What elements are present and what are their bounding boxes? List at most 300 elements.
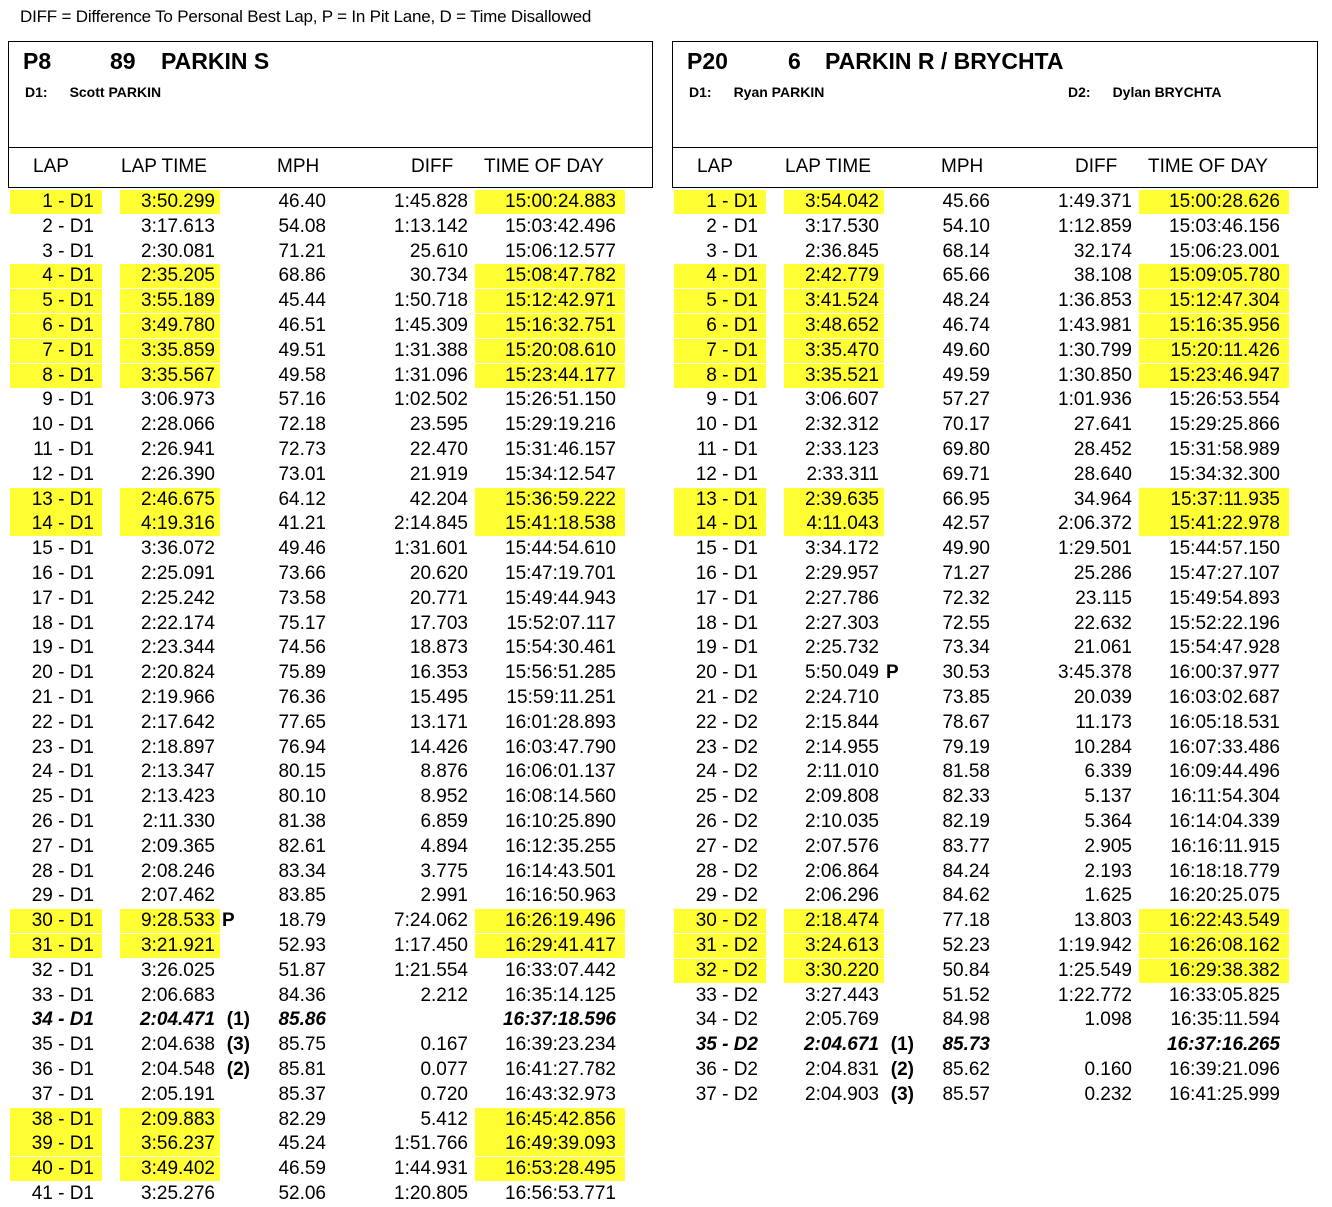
mph: 49.60	[942, 339, 990, 361]
diff: 20.039	[1073, 687, 1132, 708]
team-name: PARKIN S	[161, 48, 270, 74]
lap-time: 2:33.123	[805, 439, 879, 460]
time-of-day: 15:34:12.547	[505, 463, 616, 485]
lap-number: 21 - D1	[31, 687, 94, 708]
lap-time: 2:04.671	[803, 1034, 879, 1056]
diff: 1:13.142	[394, 215, 468, 237]
table-row	[8, 860, 648, 884]
lap-time: 2:30.081	[141, 240, 215, 262]
time-of-day: 16:26:19.496	[505, 910, 616, 932]
table-row	[8, 240, 648, 264]
time-of-day: 16:18:18.779	[1169, 860, 1280, 882]
table-row	[672, 860, 1312, 884]
time-of-day: 16:10:25.890	[505, 811, 616, 832]
lap-number: 23 - D2	[695, 736, 758, 758]
diff: 0.160	[1084, 1059, 1132, 1080]
table-row	[672, 959, 1312, 983]
diff: 2.212	[420, 984, 468, 1006]
time-of-day: 15:20:08.610	[505, 339, 616, 361]
mph: 46.51	[278, 315, 326, 336]
lap-number: 33 - D2	[695, 984, 758, 1006]
table-row	[8, 1157, 648, 1181]
mph: 18.79	[278, 910, 326, 932]
lap-time: 2:32.312	[805, 414, 879, 436]
lap-time: 2:05.769	[805, 1009, 879, 1031]
table-row	[672, 339, 1312, 363]
time-of-day: 16:49:39.093	[505, 1133, 616, 1155]
diff: 1:51.766	[394, 1133, 468, 1155]
diff: 2:06.372	[1058, 513, 1132, 535]
lap-time: 2:25.091	[141, 563, 215, 584]
time-of-day: 15:47:19.701	[505, 563, 616, 584]
diff: 6.339	[1084, 761, 1132, 783]
mph: 69.71	[942, 463, 990, 485]
diff: 1:30.850	[1058, 364, 1132, 386]
lap-time: 3:35.470	[805, 339, 879, 361]
lap-time: 3:35.567	[141, 364, 215, 386]
diff: 3.775	[420, 860, 468, 882]
lap-number: 18 - D1	[695, 612, 758, 634]
lap-number: 1 - D1	[706, 191, 758, 212]
table-row	[8, 686, 648, 710]
position: P20	[687, 48, 728, 74]
col-time-of-day: TIME OF DAY	[484, 156, 604, 177]
mph: 49.46	[278, 538, 326, 560]
driver-1-label: D1:	[25, 84, 48, 100]
mph: 72.55	[942, 612, 990, 634]
lap-time: 2:14.955	[805, 736, 879, 758]
mph: 75.89	[278, 662, 326, 684]
mph: 54.08	[278, 215, 326, 237]
table-row	[672, 835, 1312, 859]
diff: 30.734	[409, 265, 468, 287]
mph: 85.37	[278, 1083, 326, 1105]
table-row	[8, 835, 648, 859]
diff: 15.495	[409, 687, 468, 708]
table-row	[8, 413, 648, 437]
mph: 85.86	[278, 1009, 326, 1031]
lap-number: 10 - D1	[695, 414, 758, 436]
table-row	[8, 339, 648, 363]
col-mph: MPH	[277, 156, 320, 177]
time-of-day: 15:29:19.216	[505, 414, 616, 436]
diff: 5.137	[1084, 786, 1132, 808]
lap-number: 37 - D1	[31, 1083, 94, 1105]
mph: 85.73	[942, 1034, 990, 1056]
time-of-day: 15:06:12.577	[505, 240, 616, 262]
diff: 8.952	[420, 786, 468, 808]
diff: 2:14.845	[394, 513, 468, 535]
table-row	[672, 810, 1312, 834]
mph: 52.06	[278, 1183, 326, 1204]
time-of-day: 15:09:05.780	[1169, 265, 1280, 287]
table-row	[672, 909, 1312, 933]
driver-2	[1068, 84, 1221, 100]
mph: 54.10	[942, 215, 990, 237]
diff: 2.193	[1084, 860, 1132, 882]
lap-time: 2:04.638	[141, 1034, 215, 1056]
table-row	[8, 810, 648, 834]
mph: 49.58	[278, 364, 326, 386]
time-of-day: 15:52:22.196	[1169, 612, 1280, 634]
mph: 80.10	[278, 786, 326, 808]
lap-number: 32 - D2	[695, 959, 758, 981]
time-of-day: 16:06:01.137	[505, 761, 616, 783]
lap-time: 2:09.808	[805, 786, 879, 808]
mph: 77.18	[942, 910, 990, 932]
diff: 1:29.501	[1058, 538, 1132, 560]
time-of-day: 15:52:07.117	[506, 612, 616, 634]
mph: 73.34	[942, 637, 990, 659]
lap-number: 28 - D2	[695, 860, 758, 882]
diff: 1:02.502	[394, 389, 468, 411]
mph: 49.51	[278, 339, 326, 361]
time-of-day: 15:54:47.928	[1169, 637, 1280, 659]
diff: 8.876	[420, 761, 468, 783]
time-of-day: 16:20:25.075	[1169, 885, 1280, 907]
time-of-day: 15:12:47.304	[1169, 290, 1280, 312]
time-of-day: 15:26:53.554	[1169, 389, 1280, 411]
lap-time: 2:17.642	[141, 711, 215, 733]
mph: 72.73	[278, 439, 326, 460]
time-of-day: 15:12:42.971	[505, 290, 616, 312]
time-of-day: 16:14:43.501	[505, 860, 616, 882]
car-number: 6	[788, 48, 801, 74]
col-lap: LAP	[33, 156, 69, 177]
lap-time: 2:22.174	[141, 612, 215, 634]
diff: 22.470	[409, 439, 468, 460]
mph: 46.74	[942, 315, 990, 336]
time-of-day: 15:16:35.956	[1169, 315, 1280, 336]
lap-time: 3:54.042	[805, 191, 879, 212]
lap-number: 24 - D1	[31, 761, 94, 783]
diff: 20.771	[409, 587, 468, 609]
diff: 23.115	[1075, 587, 1132, 609]
time-of-day: 16:41:25.999	[1169, 1083, 1280, 1105]
diff: 1:31.388	[394, 339, 468, 361]
mph: 83.34	[278, 860, 326, 882]
lap-number: 13 - D1	[695, 488, 758, 510]
table-row	[672, 512, 1312, 536]
time-of-day: 15:47:27.107	[1169, 563, 1280, 584]
lap-time: 2:24.710	[805, 687, 879, 708]
lap-number: 32 - D1	[31, 959, 94, 981]
mph: 65.66	[942, 265, 990, 287]
lap-time: 4:19.316	[141, 513, 215, 535]
table-row	[8, 612, 648, 636]
lap-number: 7 - D1	[42, 339, 94, 361]
lap-time: 2:06.864	[805, 860, 879, 882]
diff: 1:19.942	[1058, 935, 1132, 956]
table-row	[672, 636, 1312, 660]
table-row	[8, 785, 648, 809]
lap-number: 2 - D1	[42, 215, 94, 237]
lap-time: 2:25.242	[141, 587, 215, 609]
table-row	[672, 562, 1312, 586]
lap-number: 34 - D1	[31, 1009, 94, 1031]
table-row	[8, 289, 648, 313]
diff: 1.098	[1084, 1009, 1132, 1031]
time-of-day: 15:36:59.222	[505, 488, 616, 510]
lap-time: 3:26.025	[141, 959, 215, 981]
table-row	[672, 1083, 1312, 1107]
diff: 1:45.309	[394, 315, 468, 336]
mph: 85.75	[278, 1034, 326, 1056]
time-of-day: 15:08:47.782	[505, 265, 616, 287]
legend-text: DIFF = Difference To Personal Best Lap, P = In Pit Lane, D = Time Disallowed	[20, 7, 592, 26]
driver-1-name: Scott PARKIN	[69, 84, 162, 100]
time-of-day: 16:11:54.304	[1170, 786, 1280, 808]
table-row	[672, 364, 1312, 388]
lap-number: 36 - D1	[31, 1059, 94, 1080]
lap-number: 37 - D2	[695, 1083, 758, 1105]
lap-number: 22 - D2	[695, 711, 758, 733]
lap-number: 11 - D1	[33, 439, 94, 460]
table-row	[672, 413, 1312, 437]
time-of-day: 15:41:18.538	[505, 513, 616, 535]
col-lap: LAP	[697, 156, 733, 177]
diff: 20.620	[409, 563, 468, 584]
lap-time: 2:46.675	[141, 488, 215, 510]
lap-time: 2:18.474	[805, 910, 879, 932]
diff: 4.894	[420, 835, 468, 857]
lap-time: 2:27.303	[805, 612, 879, 634]
car-header	[672, 41, 1318, 148]
mph: 85.57	[942, 1083, 990, 1105]
best-rank: (1)	[890, 1034, 914, 1056]
diff: 1:21.554	[394, 959, 468, 981]
mph: 83.85	[278, 885, 326, 907]
mph: 70.17	[942, 414, 990, 436]
lap-time: 2:33.311	[806, 463, 879, 485]
lap-number: 21 - D2	[695, 687, 758, 708]
time-of-day: 16:16:50.963	[505, 885, 616, 907]
lap-number: 9 - D1	[706, 389, 758, 411]
table-row	[8, 1008, 648, 1032]
time-of-day: 16:05:18.531	[1169, 711, 1280, 733]
diff: 13.803	[1073, 910, 1132, 932]
lap-number: 31 - D1	[31, 935, 94, 956]
lap-number: 12 - D1	[31, 463, 94, 485]
lap-time: 3:55.189	[141, 290, 215, 312]
mph: 76.94	[278, 736, 326, 758]
diff: 1.625	[1084, 885, 1132, 907]
car-number: 89	[110, 48, 136, 74]
diff: 1:49.371	[1058, 191, 1132, 212]
time-of-day: 16:22:43.549	[1169, 910, 1280, 932]
time-of-day: 16:26:08.162	[1169, 935, 1280, 956]
lap-number: 7 - D1	[706, 339, 758, 361]
lap-number: 3 - D1	[706, 240, 758, 262]
table-row	[672, 934, 1312, 958]
col-diff: DIFF	[411, 156, 454, 177]
diff: 23.595	[409, 414, 468, 436]
diff: 1:43.981	[1058, 315, 1132, 336]
mph: 41.21	[278, 513, 326, 535]
lap-number: 35 - D2	[695, 1034, 758, 1056]
table-row	[672, 463, 1312, 487]
diff: 0.720	[420, 1083, 468, 1105]
time-of-day: 15:03:46.156	[1169, 215, 1280, 237]
column-header	[672, 148, 1318, 188]
table-row	[8, 1058, 648, 1082]
driver-2-name: Dylan BRYCHTA	[1112, 84, 1222, 100]
table-row	[672, 537, 1312, 561]
mph: 51.87	[278, 959, 326, 981]
time-of-day: 15:54:30.461	[505, 637, 616, 659]
lap-number: 8 - D1	[706, 364, 758, 386]
diff: 1:22.772	[1058, 984, 1132, 1006]
mph: 46.59	[278, 1158, 326, 1180]
diff: 1:45.828	[394, 191, 468, 212]
time-of-day: 15:06:23.001	[1169, 240, 1280, 262]
time-of-day: 16:00:37.977	[1169, 662, 1280, 684]
time-of-day: 16:43:32.973	[505, 1083, 616, 1105]
table-row	[672, 264, 1312, 288]
table-row	[8, 636, 648, 660]
time-of-day: 16:39:21.096	[1169, 1059, 1280, 1080]
col-time-of-day: TIME OF DAY	[1148, 156, 1268, 177]
col-diff: DIFF	[1075, 156, 1118, 177]
time-of-day: 15:44:57.150	[1169, 538, 1280, 560]
lap-number: 19 - D1	[695, 637, 758, 659]
diff: 14.426	[409, 736, 468, 758]
lap-time: 2:11.010	[806, 761, 879, 783]
table-row	[8, 1108, 648, 1132]
lap-time: 4:11.043	[806, 513, 879, 535]
time-of-day: 15:31:58.989	[1169, 439, 1280, 460]
lap-number: 24 - D2	[695, 761, 758, 783]
table-row	[8, 1132, 648, 1156]
table-row	[8, 488, 648, 512]
mph: 78.67	[942, 711, 990, 733]
lap-number: 26 - D1	[31, 811, 94, 832]
lap-time: 9:28.533	[141, 910, 215, 932]
diff: 28.640	[1073, 463, 1132, 485]
lap-time: 3:17.530	[805, 215, 879, 237]
time-of-day: 16:33:07.442	[505, 959, 616, 981]
table-row	[8, 537, 648, 561]
lap-time: 2:04.831	[805, 1059, 879, 1080]
mph: 82.61	[278, 835, 326, 857]
lap-number: 2 - D1	[706, 215, 758, 237]
mph: 81.38	[278, 811, 326, 832]
diff: 34.964	[1073, 488, 1132, 510]
mph: 73.01	[278, 463, 326, 485]
lap-number: 4 - D1	[42, 265, 94, 287]
table-row	[672, 711, 1312, 735]
lap-time: 3:50.299	[141, 191, 215, 212]
lap-number: 11 - D1	[697, 439, 758, 460]
table-row	[8, 1083, 648, 1107]
time-of-day: 16:29:41.417	[505, 935, 616, 956]
diff: 1:44.931	[394, 1158, 468, 1180]
time-of-day: 15:23:44.177	[505, 364, 616, 386]
diff: 5.364	[1084, 811, 1132, 832]
lap-number: 15 - D1	[31, 538, 94, 560]
diff: 2.991	[420, 885, 468, 907]
time-of-day: 15:49:54.893	[1169, 587, 1280, 609]
time-of-day: 16:09:44.496	[1169, 761, 1280, 783]
driver-1	[25, 84, 161, 100]
diff: 10.284	[1073, 736, 1132, 758]
time-of-day: 16:35:11.594	[1170, 1009, 1280, 1031]
lap-number: 14 - D1	[31, 513, 94, 535]
best-rank: (3)	[890, 1083, 914, 1105]
best-rank: (2)	[890, 1059, 914, 1080]
mph: 68.86	[278, 265, 326, 287]
lap-number: 6 - D1	[42, 315, 94, 336]
diff: 0.167	[420, 1034, 468, 1056]
lap-number: 3 - D1	[42, 240, 94, 262]
lap-time: 2:39.635	[805, 488, 879, 510]
mph: 85.81	[278, 1059, 326, 1080]
table-row	[672, 661, 1312, 685]
mph: 49.90	[942, 538, 990, 560]
table-row	[8, 587, 648, 611]
mph: 80.15	[278, 761, 326, 783]
lap-time: 3:49.402	[141, 1158, 215, 1180]
lap-time: 2:05.191	[141, 1083, 215, 1105]
mph: 45.44	[278, 290, 326, 312]
driver-1-label: D1:	[689, 84, 712, 100]
table-row	[672, 736, 1312, 760]
mph: 49.59	[942, 364, 990, 386]
diff: 5.412	[420, 1108, 468, 1130]
time-of-day: 16:56:53.771	[505, 1183, 616, 1204]
table-row	[672, 1033, 1312, 1057]
lap-time: 2:15.844	[805, 711, 879, 733]
diff: 32.174	[1073, 240, 1132, 262]
lap-number: 4 - D1	[706, 265, 758, 287]
time-of-day: 15:34:32.300	[1169, 463, 1280, 485]
lap-number: 20 - D1	[695, 662, 758, 684]
lap-number: 1 - D1	[42, 191, 94, 212]
mph: 57.27	[942, 389, 990, 411]
lap-time: 2:23.344	[141, 637, 215, 659]
lap-time: 3:35.859	[141, 339, 215, 361]
lap-time: 2:06.296	[805, 885, 879, 907]
diff: 1:36.853	[1058, 290, 1132, 312]
mph: 82.33	[942, 786, 990, 808]
table-row	[672, 289, 1312, 313]
table-row	[672, 215, 1312, 239]
time-of-day: 16:03:47.790	[505, 736, 616, 758]
mph: 46.40	[278, 191, 326, 212]
lap-time: 3:36.072	[141, 538, 215, 560]
lap-time: 2:20.824	[141, 662, 215, 684]
lap-number: 41 - D1	[31, 1183, 94, 1204]
mph: 85.62	[942, 1059, 990, 1080]
mph: 82.19	[942, 811, 990, 832]
lap-number: 10 - D1	[31, 414, 94, 436]
mph: 73.66	[278, 563, 326, 584]
lap-number: 17 - D1	[695, 587, 758, 609]
table-row	[8, 463, 648, 487]
lap-time: 3:21.921	[141, 935, 215, 956]
lap-number: 38 - D1	[31, 1108, 94, 1130]
driver-1-name: Ryan PARKIN	[733, 84, 825, 100]
lap-number: 16 - D1	[31, 563, 94, 584]
time-of-day: 15:56:51.285	[505, 662, 616, 684]
diff: 6.859	[420, 811, 468, 832]
lap-number: 29 - D1	[31, 885, 94, 907]
diff: 22.632	[1073, 612, 1132, 634]
table-row	[8, 736, 648, 760]
best-rank: (1)	[226, 1009, 250, 1031]
diff: 1:01.936	[1058, 389, 1132, 411]
lap-number: 14 - D1	[695, 513, 758, 535]
